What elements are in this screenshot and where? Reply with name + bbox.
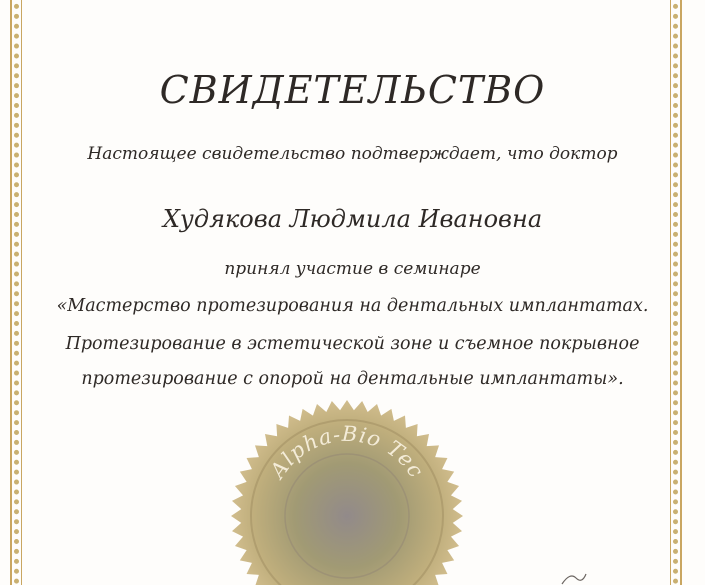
- seminar-title-line-3: протезирование с опорой на дентальные имплантаты».: [81, 369, 624, 389]
- seal-text: Alpha-Bio Tec: [265, 421, 429, 483]
- participation-text: принял участие в семинаре: [224, 259, 481, 279]
- recipient-name: Худякова Людмила Ивановна: [162, 205, 543, 233]
- certificate-intro: Настоящее свидетельство подтверждает, что доктор: [87, 144, 618, 164]
- certificate-title: СВИДЕТЕЛЬСТВО: [159, 68, 546, 112]
- seminar-title-line-1: «Мастерство протезирования на дентальных имплантатах.: [56, 296, 649, 316]
- alpha-bio-seal: [228, 397, 466, 585]
- seminar-title-line-2: Протезирование в эстетической зоне и съемное покрывное: [65, 334, 640, 354]
- signature-mark: [558, 568, 588, 585]
